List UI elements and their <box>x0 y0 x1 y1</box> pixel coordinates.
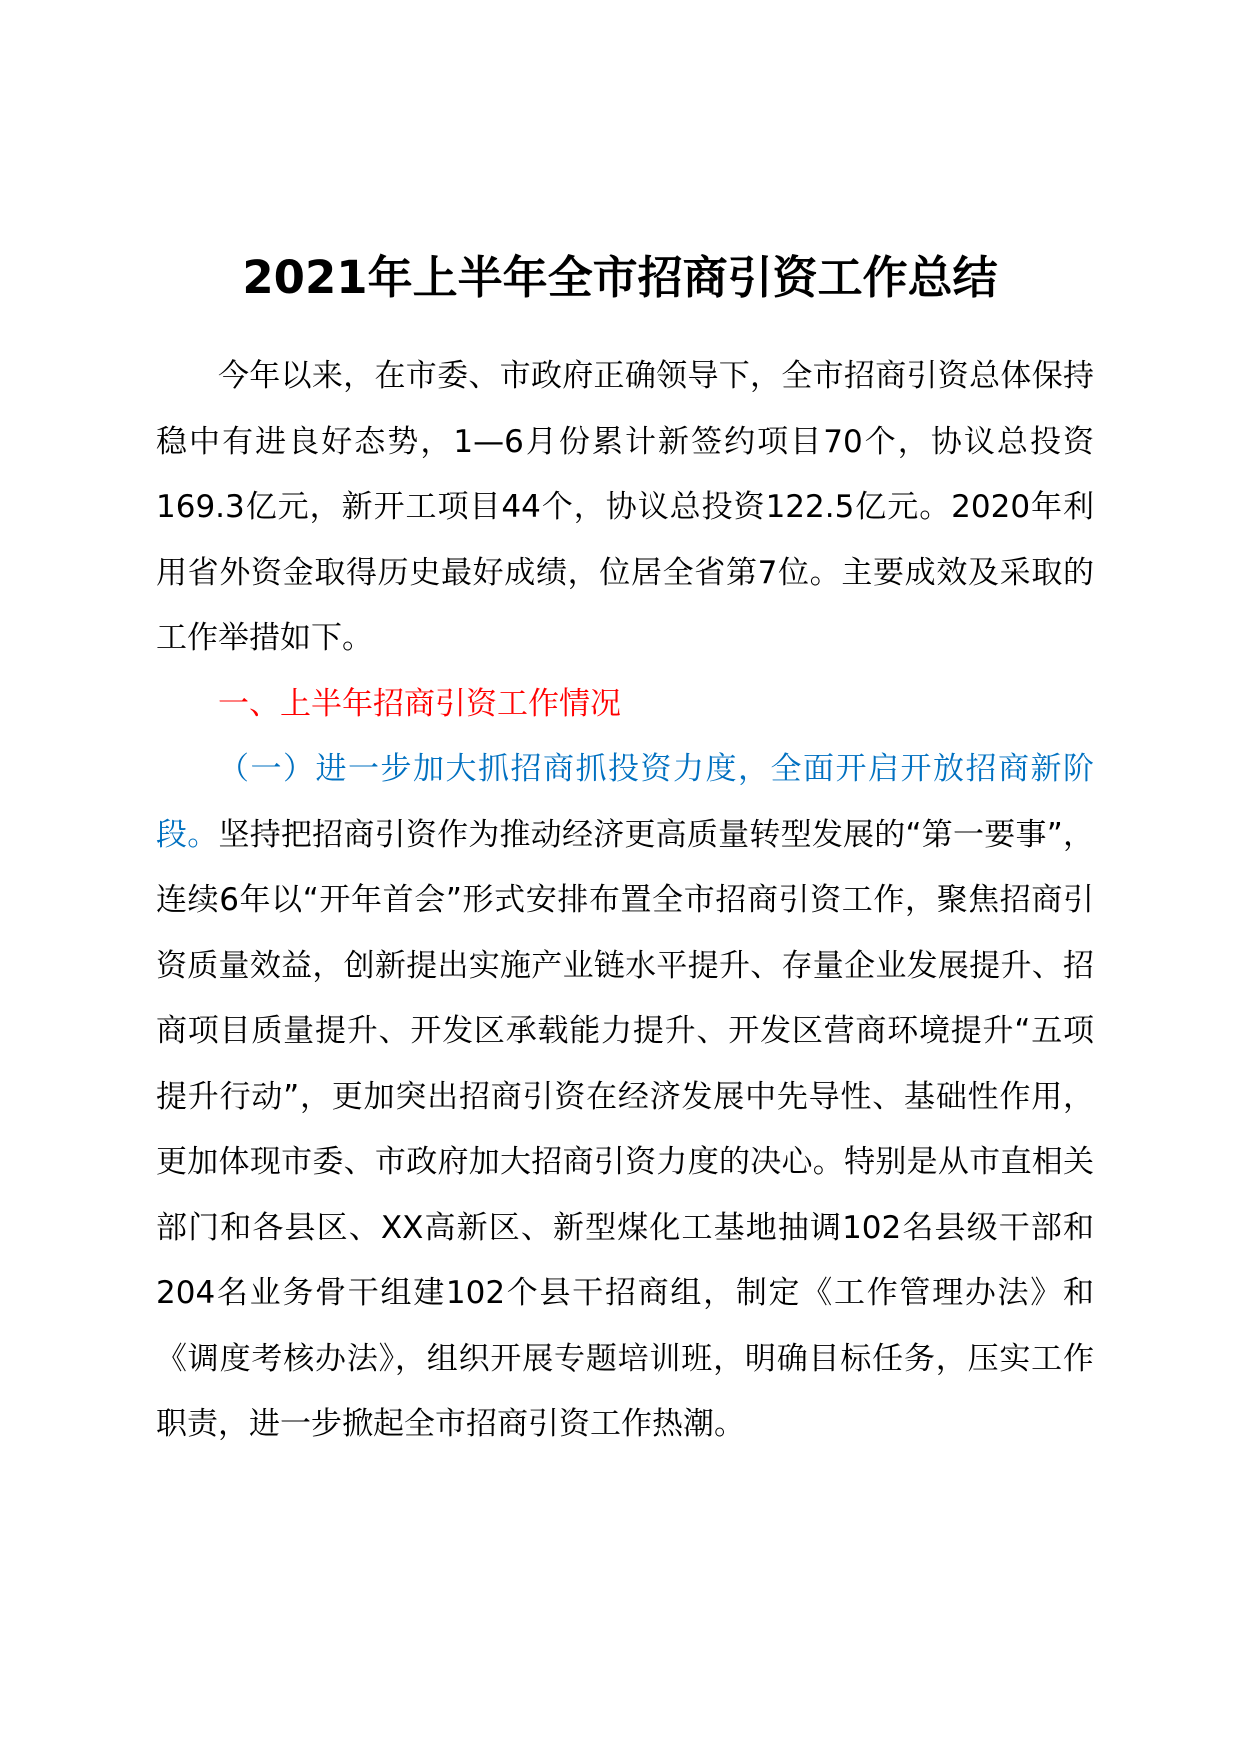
subsection-paragraph-1 <box>156 737 1094 1458</box>
section-heading-1: 一、上半年招商引资工作情况 <box>218 685 621 722</box>
subsection-heading-1: （一）进一步加大抓招商抓投资力度，全面开启开放招商新阶段。 <box>156 751 1094 853</box>
document-body <box>156 344 1094 1458</box>
intro-paragraph: 今年以来，在市委、市政府正确领导下，全市招商引资总体保持稳中有进良好态势，1—6月份累计新签约项目70个，协议总投资169.3亿元，新开工项目44个，协议总投资122.5亿元。2020年利用省外资金取得历史最好成绩，位居全省第7位。主要成效及采取的工作举措如下。 <box>156 358 1094 656</box>
document-title: 2021年上半年全市招商引资工作总结 <box>242 251 998 304</box>
subsection-body-1: 坚持把招商引资作为推动经济更高质量转型发展的“第一要事”，连续6年以“开年首会”形式安排布置全市招商引资工作，聚焦招商引资质量效益，创新提出实施产业链水平提升、存量企业发展提升、招商项目质量提升、开发区承载能力提升、开发区营商环境提升“五项提升行动”，更加突出招商引资在经济发展中先导性、基础性作用，更加体现市委、市政府加大招商引资力度的决心。特别是从市直相关部门和各县区、XX高新区、新型煤化工基地抽调102名县级干部和204名业务骨干组建102个县干招商组，制定《工作管理办法》和《调度考核办法》，组织开展专题培训班，明确目标任务，压实工作职责，进一步掀起全市招商引资工作热潮。 <box>156 816 1095 1442</box>
